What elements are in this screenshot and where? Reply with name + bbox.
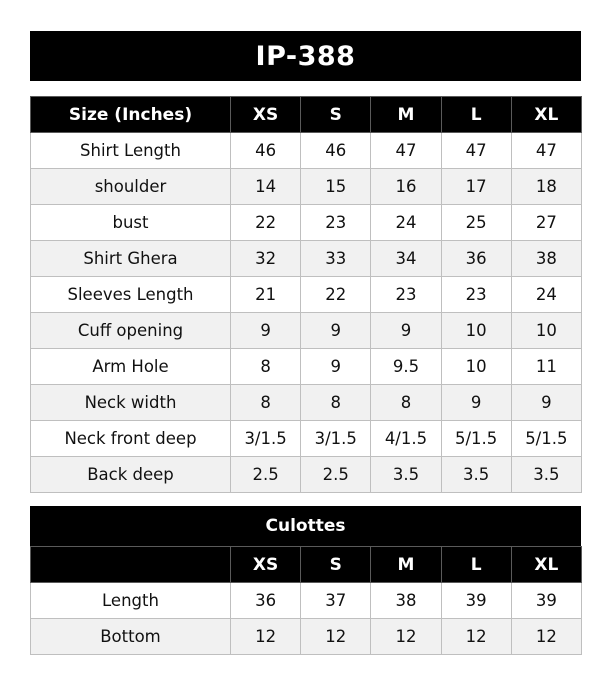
shirt-row [31,205,582,241]
shirt-cell: 46 [301,133,371,169]
shirt-measure-label: bust [31,205,231,241]
shirt-cell: 22 [231,205,301,241]
culottes-row [31,619,582,655]
shirt-row [31,385,582,421]
shirt-row [31,421,582,457]
shirt-cell: 8 [231,349,301,385]
culottes-title: Culottes [30,506,581,546]
shirt-measure-label: Sleeves Length [31,277,231,313]
shirt-row [31,169,582,205]
shirt-measure-label: Shirt Length [31,133,231,169]
shirt-cell: 23 [301,205,371,241]
shirt-cell: 23 [441,277,511,313]
header-xs: XS [231,97,301,133]
culottes-cell: 12 [301,619,371,655]
shirt-size-table [30,96,582,493]
shirt-cell: 10 [441,349,511,385]
shirt-cell: 21 [231,277,301,313]
shirt-cell: 3/1.5 [301,421,371,457]
shirt-row [31,133,582,169]
shirt-cell: 23 [371,277,441,313]
shirt-cell: 17 [441,169,511,205]
shirt-row [31,457,582,493]
shirt-measure-label: shoulder [31,169,231,205]
shirt-row [31,277,582,313]
header-s: S [301,97,371,133]
shirt-measure-label: Neck front deep [31,421,231,457]
shirt-cell: 16 [371,169,441,205]
shirt-cell: 22 [301,277,371,313]
culottes-header-s: S [301,547,371,583]
shirt-cell: 2.5 [231,457,301,493]
shirt-cell: 36 [441,241,511,277]
shirt-cell: 9 [231,313,301,349]
shirt-cell: 9 [301,349,371,385]
shirt-cell: 4/1.5 [371,421,441,457]
shirt-cell: 9 [511,385,581,421]
shirt-cell: 8 [231,385,301,421]
shirt-cell: 10 [511,313,581,349]
culottes-cell: 37 [301,583,371,619]
culottes-size-table [30,546,582,655]
shirt-cell: 18 [511,169,581,205]
shirt-cell: 8 [301,385,371,421]
culottes-cell: 38 [371,583,441,619]
shirt-cell: 8 [371,385,441,421]
shirt-cell: 2.5 [301,457,371,493]
culottes-measure-label: Length [31,583,231,619]
shirt-cell: 11 [511,349,581,385]
shirt-cell: 9 [441,385,511,421]
shirt-row [31,313,582,349]
shirt-cell: 34 [371,241,441,277]
culottes-measure-label: Bottom [31,619,231,655]
culottes-cell: 39 [441,583,511,619]
shirt-cell: 5/1.5 [511,421,581,457]
culottes-cell: 12 [371,619,441,655]
culottes-cell: 12 [231,619,301,655]
shirt-cell: 3.5 [441,457,511,493]
header-m: M [371,97,441,133]
shirt-cell: 3.5 [371,457,441,493]
shirt-cell: 27 [511,205,581,241]
shirt-cell: 9 [371,313,441,349]
shirt-measure-label: Back deep [31,457,231,493]
culottes-header-xl: XL [511,547,581,583]
culottes-cell: 12 [441,619,511,655]
culottes-header-xs: XS [231,547,301,583]
shirt-cell: 38 [511,241,581,277]
shirt-measure-label: Shirt Ghera [31,241,231,277]
header-xl: XL [511,97,581,133]
shirt-header-row [31,97,582,133]
culottes-header-l: L [441,547,511,583]
shirt-cell: 33 [301,241,371,277]
shirt-cell: 47 [371,133,441,169]
culottes-row [31,583,582,619]
shirt-cell: 9.5 [371,349,441,385]
shirt-cell: 5/1.5 [441,421,511,457]
shirt-row [31,241,582,277]
shirt-cell: 15 [301,169,371,205]
culottes-header-row [31,547,582,583]
shirt-cell: 24 [371,205,441,241]
culottes-cell: 39 [511,583,581,619]
culottes-cell: 12 [511,619,581,655]
shirt-measure-label: Cuff opening [31,313,231,349]
header-l: L [441,97,511,133]
shirt-cell: 9 [301,313,371,349]
shirt-cell: 47 [511,133,581,169]
shirt-row [31,349,582,385]
page-title: IP-388 [30,31,581,81]
shirt-cell: 32 [231,241,301,277]
shirt-cell: 46 [231,133,301,169]
shirt-measure-label: Arm Hole [31,349,231,385]
culottes-header-m: M [371,547,441,583]
shirt-cell: 47 [441,133,511,169]
shirt-cell: 10 [441,313,511,349]
shirt-cell: 3/1.5 [231,421,301,457]
shirt-cell: 25 [441,205,511,241]
shirt-cell: 24 [511,277,581,313]
header-size-label: Size (Inches) [31,97,231,133]
shirt-cell: 3.5 [511,457,581,493]
shirt-measure-label: Neck width [31,385,231,421]
shirt-cell: 14 [231,169,301,205]
culottes-header-blank [31,547,231,583]
culottes-cell: 36 [231,583,301,619]
